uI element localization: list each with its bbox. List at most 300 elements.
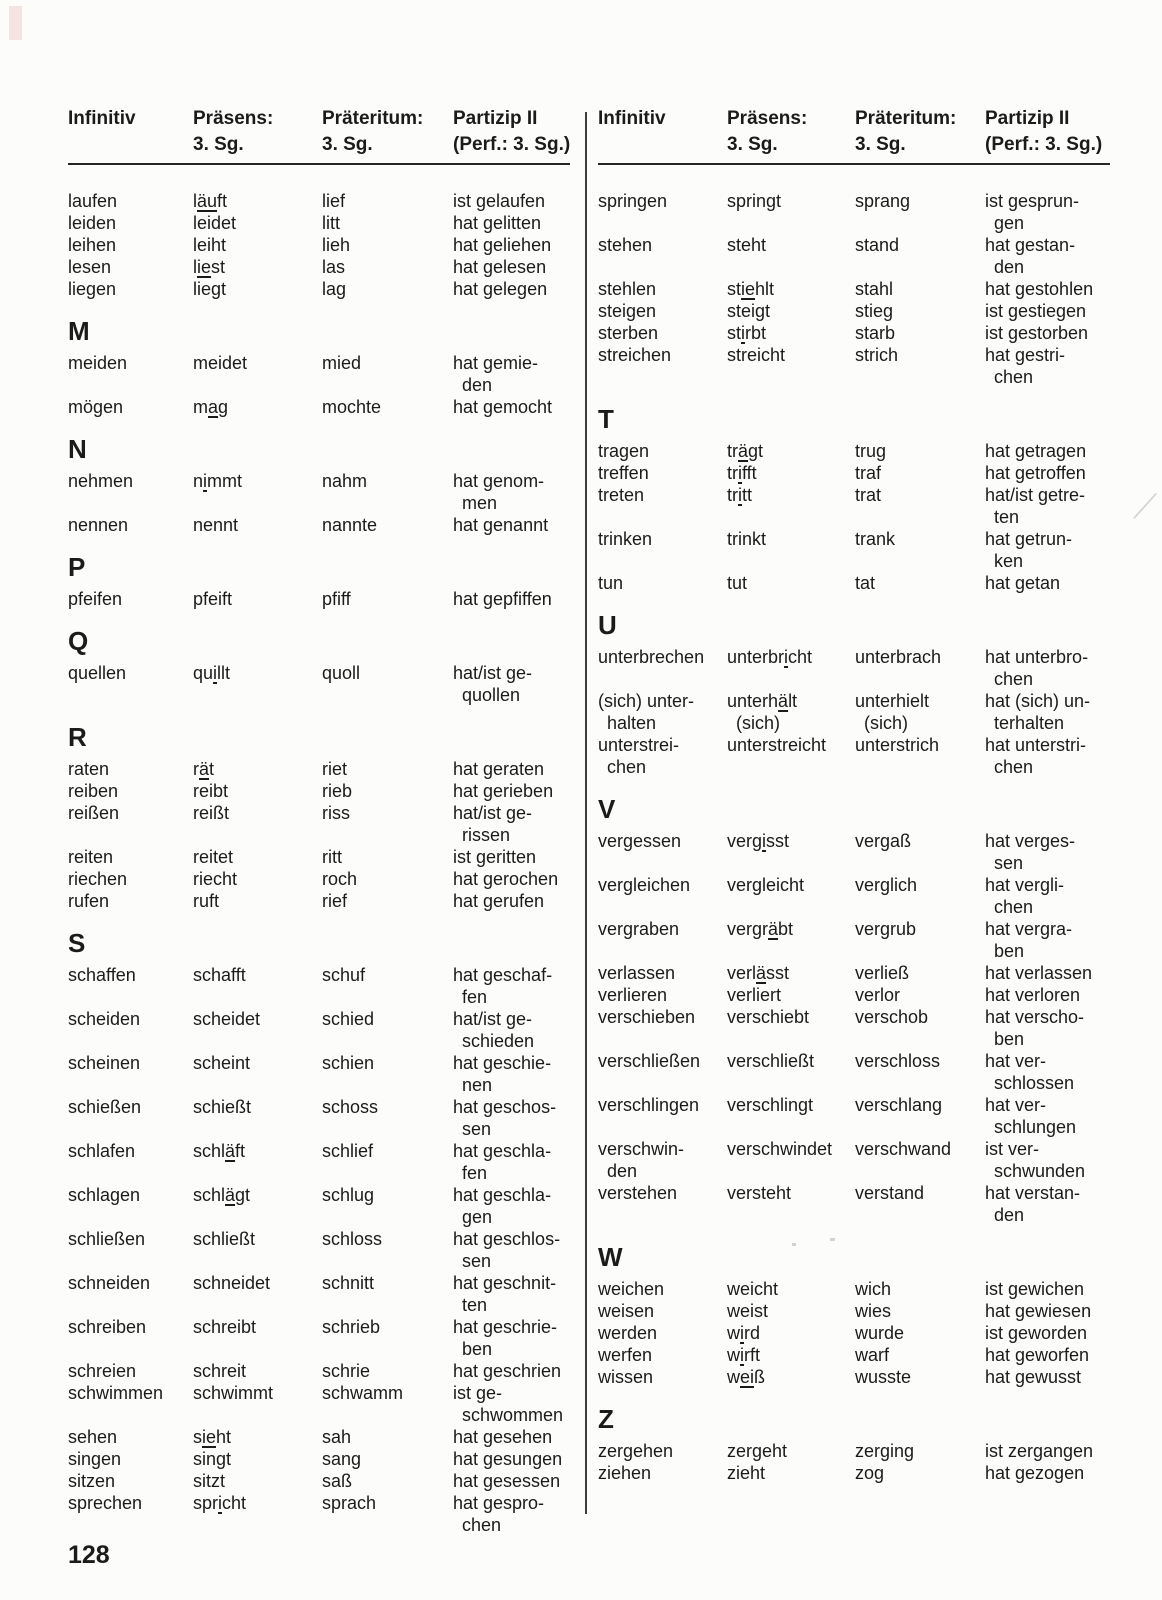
verb-row bbox=[68, 890, 570, 912]
verb-row bbox=[68, 802, 570, 846]
verb-row bbox=[68, 514, 570, 536]
verb-row bbox=[68, 190, 570, 212]
cell-praesens: versteht bbox=[727, 1183, 792, 1203]
cell-praesens: pfeift bbox=[193, 589, 233, 609]
page-number: 128 bbox=[68, 1541, 110, 1569]
cell-infinitiv: schneiden bbox=[68, 1273, 151, 1293]
verb-row bbox=[598, 918, 1110, 962]
header-line2: (Perf.: 3. Sg.) bbox=[453, 134, 571, 155]
cell-infinitiv: ziehen bbox=[598, 1463, 652, 1483]
verb-row bbox=[68, 256, 570, 278]
cell-praeteritum: verschlang bbox=[855, 1095, 943, 1115]
cell-praeteritum: unterbrach bbox=[855, 647, 942, 667]
cell-praeteritum: rieb bbox=[322, 781, 353, 801]
cell-partizip: ist ge- schwommen bbox=[453, 1383, 564, 1425]
header-line2: 3. Sg. bbox=[322, 134, 373, 155]
cell-partizip: hat geschie- nen bbox=[453, 1053, 552, 1095]
cell-praesens: verschlingt bbox=[727, 1095, 814, 1115]
cell-infinitiv: nehmen bbox=[68, 471, 134, 491]
cell-praesens: unterstreicht bbox=[727, 735, 827, 755]
cell-infinitiv: nennen bbox=[68, 515, 129, 535]
cell-praeteritum: quoll bbox=[322, 663, 361, 683]
cell-praeteritum: lief bbox=[322, 191, 346, 211]
cell-praesens: springt bbox=[727, 191, 782, 211]
cell-praeteritum: nahm bbox=[322, 471, 368, 491]
cell-infinitiv: verlassen bbox=[598, 963, 676, 983]
cell-praesens: nimmt bbox=[193, 471, 243, 491]
cell-infinitiv: (sich) unter- halten bbox=[598, 691, 695, 733]
cell-praesens: verlässt bbox=[727, 963, 790, 983]
cell-partizip: ist gestiegen bbox=[985, 301, 1087, 321]
cell-infinitiv: scheinen bbox=[68, 1053, 141, 1073]
cell-praesens: leiht bbox=[193, 235, 227, 255]
verb-row bbox=[598, 1322, 1110, 1344]
cell-praeteritum: las bbox=[322, 257, 346, 277]
cell-infinitiv: schwimmen bbox=[68, 1383, 164, 1403]
cell-praeteritum: zerging bbox=[855, 1441, 915, 1461]
cell-infinitiv: sterben bbox=[598, 323, 659, 343]
verb-row bbox=[598, 984, 1110, 1006]
cell-praeteritum: schien bbox=[322, 1053, 375, 1073]
verb-row bbox=[598, 734, 1110, 778]
cell-praesens: leidet bbox=[193, 213, 237, 233]
cell-infinitiv: tun bbox=[598, 573, 624, 593]
column-headers-left bbox=[68, 106, 570, 158]
cell-praesens: trinkt bbox=[727, 529, 767, 549]
cell-infinitiv: springen bbox=[598, 191, 668, 211]
verb-row bbox=[598, 1462, 1110, 1484]
cell-infinitiv: laufen bbox=[68, 191, 118, 211]
cell-infinitiv: lesen bbox=[68, 257, 112, 277]
verb-row bbox=[598, 1050, 1110, 1094]
cell-praeteritum: lieh bbox=[322, 235, 351, 255]
cell-praeteritum: stahl bbox=[855, 279, 894, 299]
cell-partizip: hat gestan- den bbox=[985, 235, 1076, 277]
cell-praesens: wird bbox=[727, 1323, 761, 1343]
cell-infinitiv: schreien bbox=[68, 1361, 137, 1381]
verb-row bbox=[68, 758, 570, 780]
cell-praesens: sieht bbox=[193, 1427, 232, 1447]
verb-row bbox=[598, 1094, 1110, 1138]
cell-partizip: hat geschla- fen bbox=[453, 1141, 552, 1183]
cell-partizip: hat getroffen bbox=[985, 463, 1086, 483]
header-praeteritum bbox=[855, 106, 985, 158]
cell-praeteritum: schlug bbox=[322, 1185, 375, 1205]
cell-praesens: mag bbox=[193, 397, 229, 417]
verb-row bbox=[598, 1344, 1110, 1366]
cell-praeteritum: wurde bbox=[855, 1323, 905, 1343]
verb-row bbox=[68, 1272, 570, 1316]
cell-praesens: schwimmt bbox=[193, 1383, 273, 1403]
header-rule bbox=[598, 163, 1110, 165]
verb-row bbox=[68, 1228, 570, 1272]
cell-partizip: hat verges- sen bbox=[985, 831, 1076, 873]
verb-row bbox=[598, 830, 1110, 874]
cell-partizip: hat geworfen bbox=[985, 1345, 1090, 1365]
cell-praeteritum: warf bbox=[855, 1345, 890, 1365]
cell-praeteritum: schuf bbox=[322, 965, 366, 985]
cell-praesens: scheidet bbox=[193, 1009, 261, 1029]
cell-partizip: hat gewusst bbox=[985, 1367, 1082, 1387]
header-line1: Partizip II bbox=[453, 108, 538, 129]
section-letter-n: N bbox=[68, 434, 87, 464]
cell-infinitiv: vergraben bbox=[598, 919, 680, 939]
cell-partizip: hat verscho- ben bbox=[985, 1007, 1085, 1049]
cell-infinitiv: vergleichen bbox=[598, 875, 691, 895]
cell-praesens: ruft bbox=[193, 891, 220, 911]
cell-infinitiv: riechen bbox=[68, 869, 128, 889]
cell-praeteritum: verstand bbox=[855, 1183, 925, 1203]
verb-row bbox=[68, 1008, 570, 1052]
verb-row bbox=[598, 646, 1110, 690]
cell-partizip: hat getan bbox=[985, 573, 1061, 593]
cell-praeteritum: saß bbox=[322, 1471, 353, 1491]
cell-praesens: schreit bbox=[193, 1361, 247, 1381]
cell-praesens: singt bbox=[193, 1449, 232, 1469]
cell-praeteritum: vergrub bbox=[855, 919, 917, 939]
cell-infinitiv: steigen bbox=[598, 301, 657, 321]
cell-infinitiv: meiden bbox=[68, 353, 128, 373]
cell-praeteritum: wich bbox=[855, 1279, 892, 1299]
cell-infinitiv: stehlen bbox=[598, 279, 657, 299]
verb-row bbox=[598, 484, 1110, 528]
cell-infinitiv: sitzen bbox=[68, 1471, 116, 1491]
cell-partizip: hat unterbro- chen bbox=[985, 647, 1089, 689]
verb-row bbox=[68, 1316, 570, 1360]
cell-praeteritum: schrieb bbox=[322, 1317, 381, 1337]
verb-row bbox=[68, 662, 570, 706]
cell-partizip: hat gemocht bbox=[453, 397, 553, 417]
verb-row bbox=[68, 588, 570, 610]
verb-row bbox=[68, 1140, 570, 1184]
cell-praesens: unterbricht bbox=[727, 647, 813, 667]
header-line1: Infinitiv bbox=[598, 108, 666, 129]
cell-infinitiv: trinken bbox=[598, 529, 653, 549]
cell-partizip: hat getrun- ken bbox=[985, 529, 1073, 571]
cell-praeteritum: schlief bbox=[322, 1141, 374, 1161]
cell-infinitiv: weisen bbox=[598, 1301, 655, 1321]
header-line2: 3. Sg. bbox=[727, 134, 778, 155]
cell-infinitiv: schließen bbox=[68, 1229, 146, 1249]
cell-praesens: nennt bbox=[193, 515, 239, 535]
cell-praesens: weiß bbox=[727, 1367, 766, 1387]
verb-row bbox=[68, 846, 570, 868]
cell-infinitiv: wissen bbox=[598, 1367, 654, 1387]
cell-praeteritum: wies bbox=[855, 1301, 892, 1321]
cell-praesens: vergräbt bbox=[727, 919, 794, 939]
verb-row bbox=[598, 234, 1110, 278]
verb-row bbox=[598, 1278, 1110, 1300]
cell-infinitiv: weichen bbox=[598, 1279, 665, 1299]
cell-infinitiv: vergessen bbox=[598, 831, 682, 851]
cell-praeteritum: riss bbox=[322, 803, 350, 823]
cell-partizip: ist gestorben bbox=[985, 323, 1089, 343]
cell-praeteritum: schoss bbox=[322, 1097, 379, 1117]
cell-partizip: hat genannt bbox=[453, 515, 549, 535]
section-letter-w: W bbox=[598, 1242, 623, 1272]
cell-praesens: trägt bbox=[727, 441, 764, 461]
cell-partizip: hat verloren bbox=[985, 985, 1081, 1005]
cell-praeteritum: verschwand bbox=[855, 1139, 952, 1159]
verb-row bbox=[68, 868, 570, 890]
cell-partizip: hat vergli- chen bbox=[985, 875, 1065, 917]
cell-infinitiv: treffen bbox=[598, 463, 649, 483]
verb-row bbox=[68, 1052, 570, 1096]
cell-partizip: hat geschaf- fen bbox=[453, 965, 553, 1007]
cell-partizip: hat gespro- chen bbox=[453, 1493, 545, 1535]
cell-infinitiv: reiten bbox=[68, 847, 114, 867]
cell-praesens: wirft bbox=[727, 1345, 760, 1365]
header-line2: 3. Sg. bbox=[855, 134, 906, 155]
cell-praesens: reitet bbox=[193, 847, 234, 867]
cell-praeteritum: lag bbox=[322, 279, 347, 299]
cell-infinitiv: scheiden bbox=[68, 1009, 141, 1029]
cell-partizip: hat gerufen bbox=[453, 891, 545, 911]
cell-infinitiv: verschließen bbox=[598, 1051, 701, 1071]
verb-row bbox=[68, 1492, 570, 1536]
cell-infinitiv: schlafen bbox=[68, 1141, 136, 1161]
cell-infinitiv: schlagen bbox=[68, 1185, 141, 1205]
cell-partizip: hat gerochen bbox=[453, 869, 559, 889]
header-line1: Präteritum: bbox=[855, 108, 957, 129]
cell-praesens: liest bbox=[193, 257, 226, 277]
verb-row bbox=[598, 278, 1110, 300]
cell-praeteritum: starb bbox=[855, 323, 896, 343]
cell-partizip: ist zergangen bbox=[985, 1441, 1094, 1461]
cell-infinitiv: zergehen bbox=[598, 1441, 674, 1461]
cell-infinitiv: treten bbox=[598, 485, 645, 505]
cell-infinitiv: verschwin- den bbox=[598, 1139, 685, 1181]
header-rule bbox=[68, 163, 570, 165]
cell-praesens: liegt bbox=[193, 279, 227, 299]
cell-praesens: zieht bbox=[727, 1463, 766, 1483]
section-letter-m: M bbox=[68, 316, 90, 346]
cell-partizip: hat gewiesen bbox=[985, 1301, 1092, 1321]
verb-row bbox=[68, 1470, 570, 1492]
cell-praesens: unterhält (sich) bbox=[727, 691, 798, 733]
verb-table-right-column bbox=[598, 106, 1110, 1484]
cell-partizip: hat/ist getre- ten bbox=[985, 485, 1086, 527]
cell-praesens: schläft bbox=[193, 1141, 246, 1161]
cell-partizip: hat gemie- den bbox=[453, 353, 539, 395]
verb-table-left-column bbox=[68, 106, 570, 1536]
cell-infinitiv: stehen bbox=[598, 235, 653, 255]
cell-partizip: ist gesprun- gen bbox=[985, 191, 1080, 233]
cell-infinitiv: leiden bbox=[68, 213, 117, 233]
section-letter-v: V bbox=[598, 794, 616, 824]
verb-row bbox=[68, 1426, 570, 1448]
cell-partizip: hat geschrie- ben bbox=[453, 1317, 558, 1359]
cell-praesens: schießt bbox=[193, 1097, 252, 1117]
header-line1: Präsens: bbox=[193, 108, 274, 129]
cell-praesens: schneidet bbox=[193, 1273, 271, 1293]
verb-row bbox=[598, 1138, 1110, 1182]
cell-praeteritum: mochte bbox=[322, 397, 382, 417]
cell-infinitiv: tragen bbox=[598, 441, 650, 461]
cell-partizip: hat getragen bbox=[985, 441, 1087, 461]
verb-rows-left bbox=[68, 190, 570, 1536]
verb-row bbox=[68, 1096, 570, 1140]
cell-infinitiv: leihen bbox=[68, 235, 117, 255]
cell-infinitiv: werden bbox=[598, 1323, 658, 1343]
cell-praeteritum: trank bbox=[855, 529, 896, 549]
cell-partizip: hat geschlos- sen bbox=[453, 1229, 561, 1271]
cell-praesens: steigt bbox=[727, 301, 771, 321]
cell-infinitiv: liegen bbox=[68, 279, 117, 299]
cell-praeteritum: strich bbox=[855, 345, 899, 365]
scan-artifact-scratch bbox=[1133, 493, 1157, 520]
cell-praeteritum: verlor bbox=[855, 985, 901, 1005]
verb-row bbox=[598, 1366, 1110, 1388]
cell-praeteritum: schied bbox=[322, 1009, 375, 1029]
cell-partizip: hat (sich) un- terhalten bbox=[985, 691, 1091, 733]
cell-praeteritum: verschob bbox=[855, 1007, 929, 1027]
cell-infinitiv: schaffen bbox=[68, 965, 136, 985]
cell-praeteritum: schnitt bbox=[322, 1273, 375, 1293]
cell-partizip: hat geschla- gen bbox=[453, 1185, 552, 1227]
cell-praesens: verschwindet bbox=[727, 1139, 833, 1159]
cell-praeteritum: riet bbox=[322, 759, 348, 779]
cell-infinitiv: unterstrei- chen bbox=[598, 735, 680, 777]
cell-infinitiv: singen bbox=[68, 1449, 122, 1469]
verb-row bbox=[68, 212, 570, 234]
cell-praesens: meidet bbox=[193, 353, 248, 373]
verb-row bbox=[68, 396, 570, 418]
cell-praesens: sitzt bbox=[193, 1471, 226, 1491]
cell-partizip: hat gesungen bbox=[453, 1449, 563, 1469]
cell-partizip: hat geschnit- ten bbox=[453, 1273, 557, 1315]
cell-praesens: weist bbox=[727, 1301, 769, 1321]
cell-praesens: verschiebt bbox=[727, 1007, 810, 1027]
header-infinitiv bbox=[598, 106, 727, 158]
verb-row bbox=[68, 1448, 570, 1470]
cell-praeteritum: zog bbox=[855, 1463, 885, 1483]
verb-row bbox=[68, 470, 570, 514]
verb-row bbox=[68, 352, 570, 396]
cell-praeteritum: unterhielt (sich) bbox=[855, 691, 930, 733]
cell-praeteritum: schwamm bbox=[322, 1383, 404, 1403]
verb-row bbox=[68, 1184, 570, 1228]
cell-praesens: riecht bbox=[193, 869, 238, 889]
cell-infinitiv: werfen bbox=[598, 1345, 653, 1365]
cell-praeteritum: stand bbox=[855, 235, 900, 255]
cell-praesens: reißt bbox=[193, 803, 229, 823]
cell-partizip: hat/ist ge- schieden bbox=[453, 1009, 535, 1051]
cell-infinitiv: rufen bbox=[68, 891, 110, 911]
cell-partizip: ist gelaufen bbox=[453, 191, 546, 211]
column-headers-right bbox=[598, 106, 1110, 158]
cell-infinitiv: reiben bbox=[68, 781, 119, 801]
cell-praesens: streicht bbox=[727, 345, 786, 365]
cell-praeteritum: traf bbox=[855, 463, 882, 483]
cell-praesens: schlägt bbox=[193, 1185, 251, 1205]
cell-praeteritum: unterstrich bbox=[855, 735, 940, 755]
verb-row bbox=[598, 1182, 1110, 1226]
cell-partizip: ist gewichen bbox=[985, 1279, 1085, 1299]
cell-infinitiv: verstehen bbox=[598, 1183, 678, 1203]
cell-praeteritum: trat bbox=[855, 485, 882, 505]
cell-praeteritum: trug bbox=[855, 441, 887, 461]
cell-infinitiv: streichen bbox=[598, 345, 672, 365]
cell-praesens: verliert bbox=[727, 985, 782, 1005]
cell-praesens: stirbt bbox=[727, 323, 767, 343]
cell-infinitiv: unterbrechen bbox=[598, 647, 705, 667]
cell-praeteritum: litt bbox=[322, 213, 340, 233]
verb-row bbox=[68, 964, 570, 1008]
verb-row bbox=[598, 462, 1110, 484]
cell-praeteritum: schrie bbox=[322, 1361, 371, 1381]
cell-partizip: hat/ist ge- rissen bbox=[453, 803, 533, 845]
cell-infinitiv: sehen bbox=[68, 1427, 118, 1447]
column-divider-line bbox=[585, 112, 587, 1514]
cell-partizip: hat ver- schlungen bbox=[985, 1095, 1077, 1137]
cell-praesens: scheint bbox=[193, 1053, 251, 1073]
cell-partizip: hat gelitten bbox=[453, 213, 542, 233]
verb-row bbox=[598, 344, 1110, 388]
header-line2: (Perf.: 3. Sg.) bbox=[985, 134, 1103, 155]
cell-infinitiv: schießen bbox=[68, 1097, 142, 1117]
cell-praesens: schließt bbox=[193, 1229, 256, 1249]
verb-row bbox=[598, 874, 1110, 918]
cell-praesens: stiehlt bbox=[727, 279, 775, 299]
verb-row bbox=[598, 1300, 1110, 1322]
cell-partizip: hat gestohlen bbox=[985, 279, 1094, 299]
cell-infinitiv: verschlingen bbox=[598, 1095, 700, 1115]
cell-partizip: ist ver- schwunden bbox=[985, 1139, 1086, 1181]
cell-praeteritum: vergaß bbox=[855, 831, 912, 851]
verb-row bbox=[598, 440, 1110, 462]
cell-infinitiv: mögen bbox=[68, 397, 124, 417]
cell-praeteritum: tat bbox=[855, 573, 876, 593]
cell-partizip: hat unterstri- chen bbox=[985, 735, 1087, 777]
cell-partizip: hat gerieben bbox=[453, 781, 554, 801]
verb-row bbox=[598, 572, 1110, 594]
cell-praeteritum: schloss bbox=[322, 1229, 383, 1249]
cell-praeteritum: nannte bbox=[322, 515, 378, 535]
cell-praesens: weicht bbox=[727, 1279, 779, 1299]
cell-praesens: zergeht bbox=[727, 1441, 788, 1461]
cell-praeteritum: sang bbox=[322, 1449, 362, 1469]
cell-infinitiv: raten bbox=[68, 759, 110, 779]
verb-row bbox=[598, 690, 1110, 734]
cell-infinitiv: sprechen bbox=[68, 1493, 143, 1513]
cell-praeteritum: verglich bbox=[855, 875, 918, 895]
cell-praeteritum: pfiff bbox=[322, 589, 351, 609]
cell-praesens: tut bbox=[727, 573, 748, 593]
cell-praesens: tritt bbox=[727, 485, 753, 505]
cell-partizip: hat gelegen bbox=[453, 279, 548, 299]
cell-praesens: steht bbox=[727, 235, 767, 255]
header-infinitiv bbox=[68, 106, 193, 158]
cell-partizip: hat gestri- chen bbox=[985, 345, 1066, 387]
header-line1: Partizip II bbox=[985, 108, 1070, 129]
cell-praeteritum: mied bbox=[322, 353, 362, 373]
cell-praesens: vergleicht bbox=[727, 875, 805, 895]
header-praesens bbox=[193, 106, 322, 158]
cell-partizip: hat geliehen bbox=[453, 235, 552, 255]
cell-praeteritum: sah bbox=[322, 1427, 352, 1447]
verb-row bbox=[68, 234, 570, 256]
verb-row bbox=[598, 190, 1110, 234]
cell-praeteritum: roch bbox=[322, 869, 358, 889]
cell-partizip: hat/ist ge- quollen bbox=[453, 663, 533, 705]
cell-infinitiv: schreiben bbox=[68, 1317, 147, 1337]
cell-partizip: ist geworden bbox=[985, 1323, 1088, 1343]
cell-praeteritum: ritt bbox=[322, 847, 342, 867]
verb-row bbox=[598, 1440, 1110, 1462]
cell-praeteritum: verschloss bbox=[855, 1051, 941, 1071]
verb-row bbox=[68, 278, 570, 300]
